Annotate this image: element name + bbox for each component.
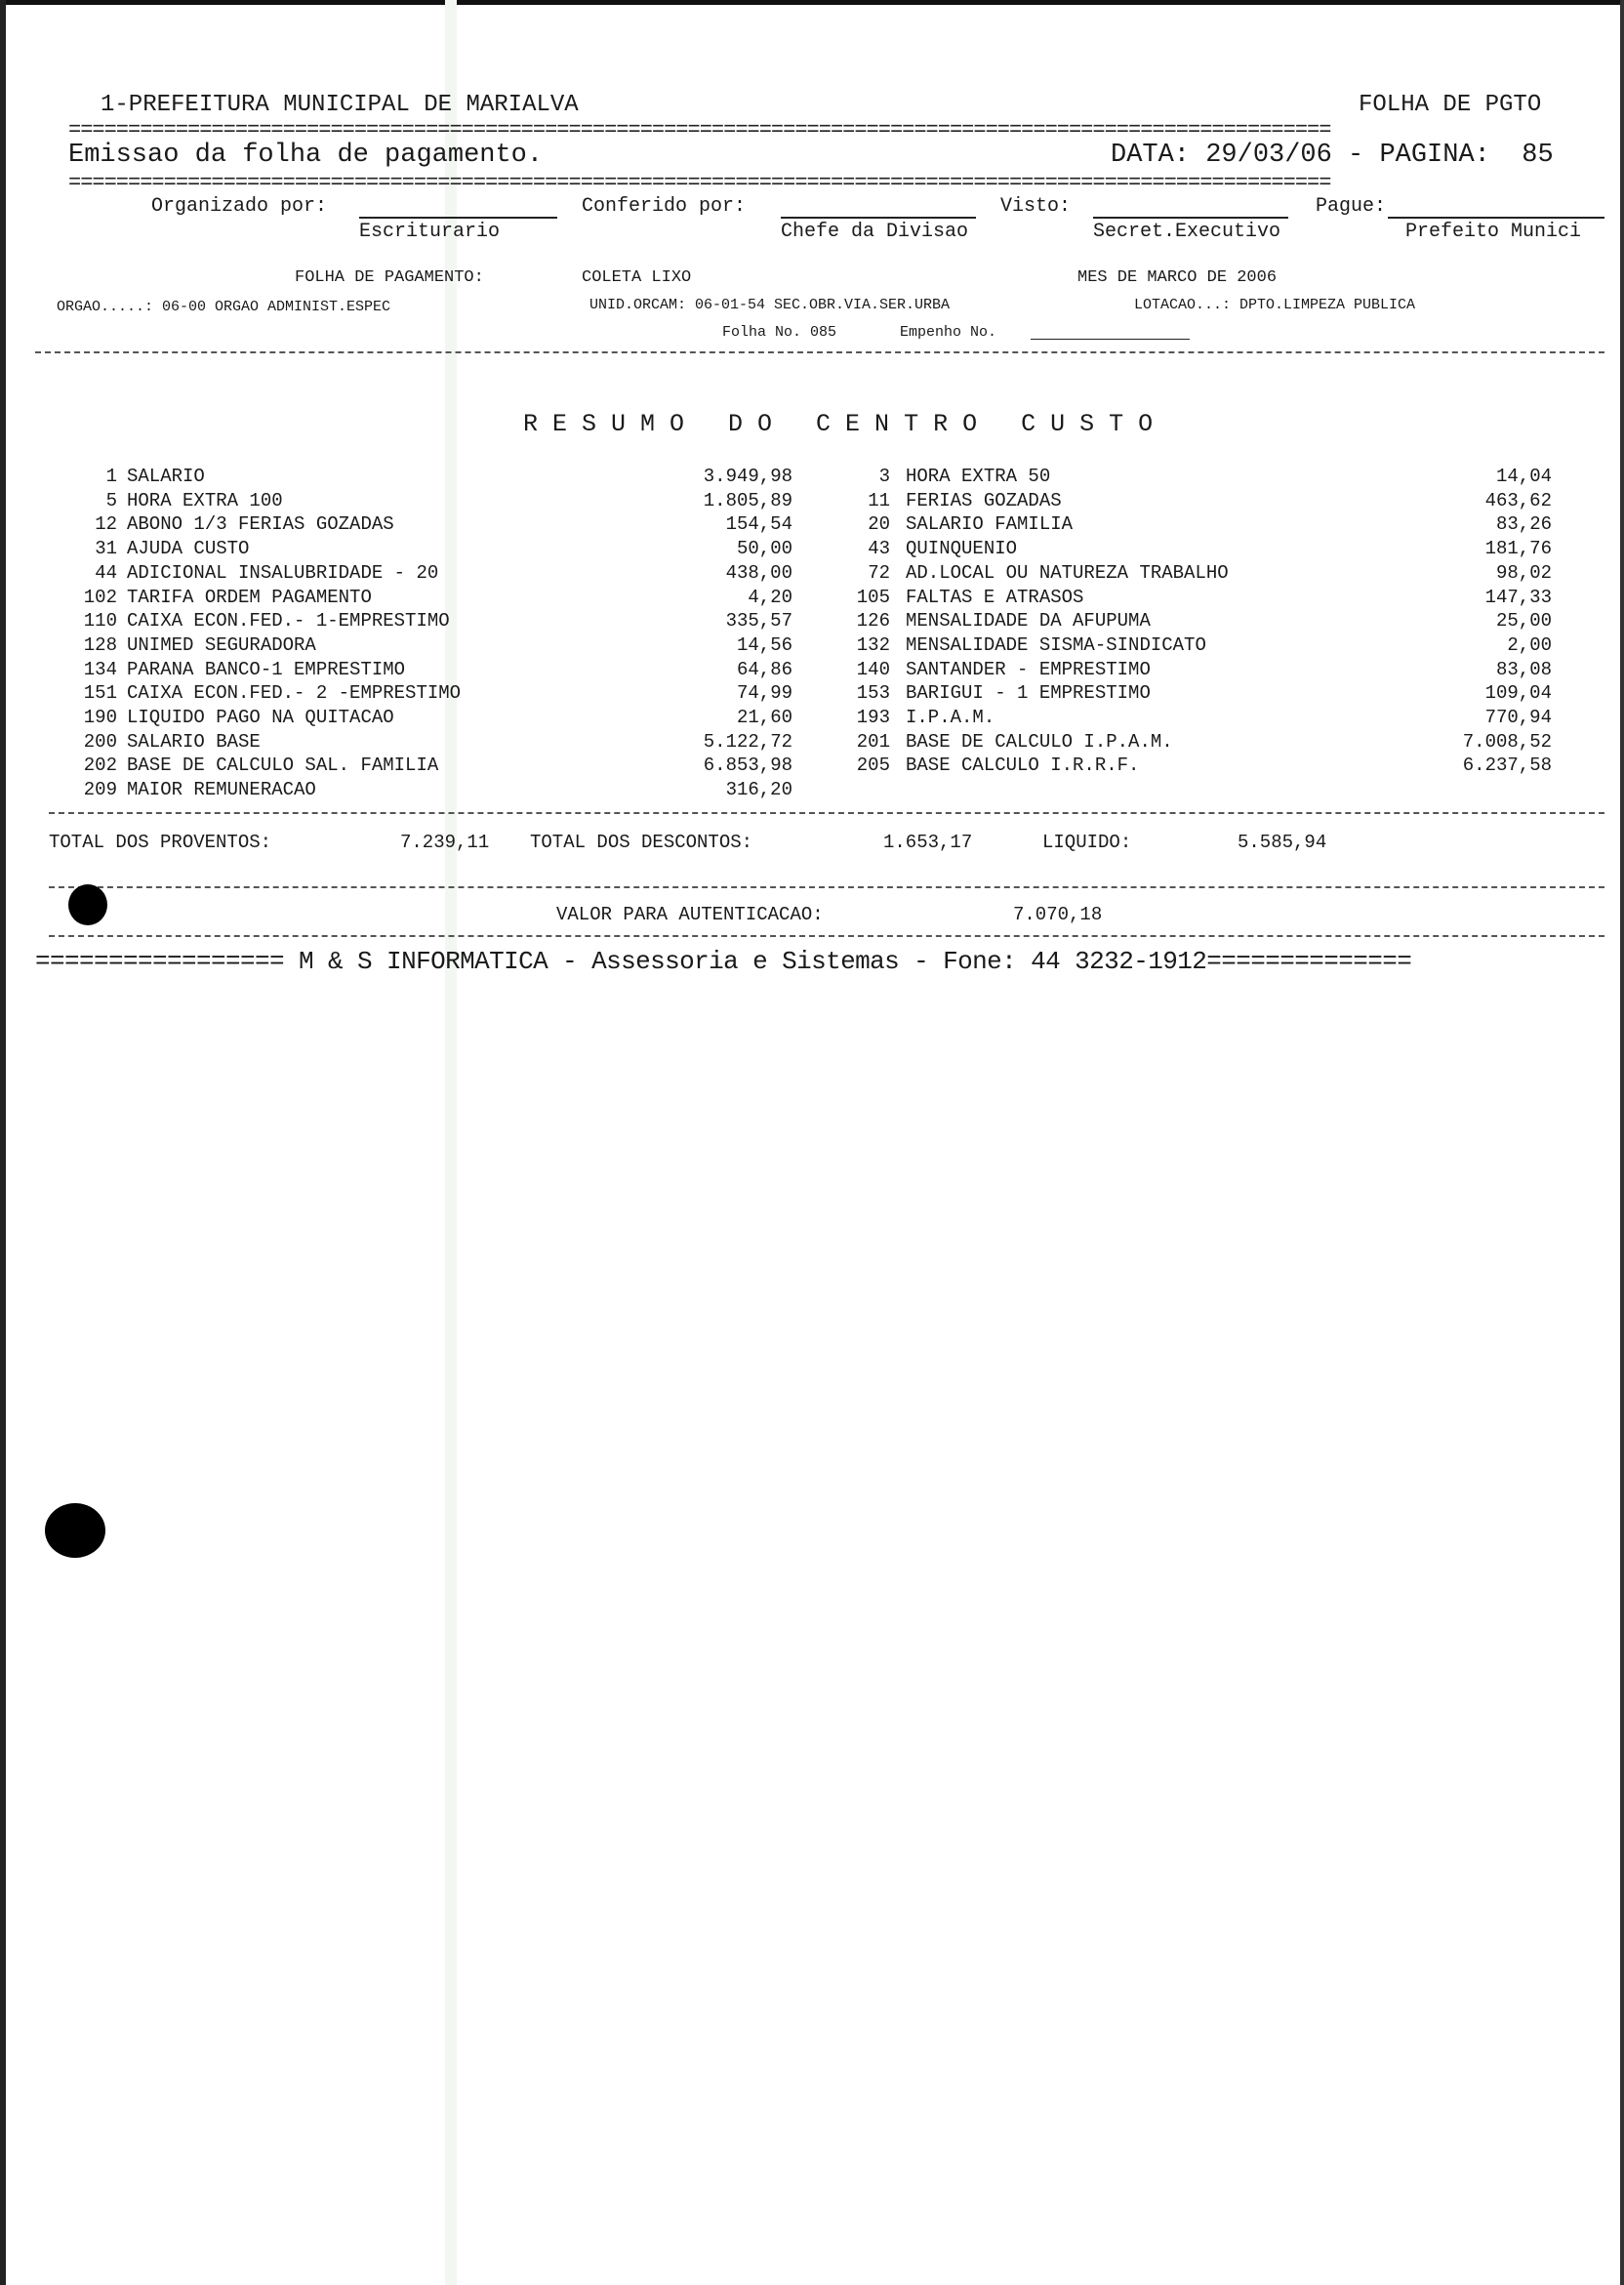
item-description: SALARIO BASE bbox=[127, 731, 261, 753]
chefe-label: Chefe da Divisao bbox=[781, 221, 969, 243]
item-description: BARIGUI - 1 EMPRESTIMO bbox=[906, 682, 1151, 704]
scan-edge-left bbox=[0, 0, 6, 2285]
organizado-label: Organizado por: bbox=[151, 195, 328, 218]
escriturario-label: Escriturario bbox=[359, 221, 501, 243]
signature-line bbox=[1093, 217, 1288, 219]
item-code: 44 bbox=[95, 562, 117, 584]
item-code: 205 bbox=[856, 755, 890, 776]
item-code: 151 bbox=[83, 682, 117, 704]
item-description: HORA EXTRA 50 bbox=[906, 466, 1051, 487]
conferido-label: Conferido por: bbox=[582, 195, 747, 218]
item-code: 31 bbox=[95, 538, 117, 559]
item-value: 316,20 bbox=[725, 779, 792, 800]
item-description: BASE DE CALCULO I.P.A.M. bbox=[906, 731, 1173, 753]
separator-line: ========================================================================================================== bbox=[68, 121, 1331, 141]
liquido-value: 5.585,94 bbox=[1238, 832, 1327, 853]
item-code: 132 bbox=[856, 634, 890, 656]
unid-orcam: UNID.ORCAM: 06-01-54 SEC.OBR.VIA.SER.URBA bbox=[589, 297, 951, 313]
item-value: 50,00 bbox=[736, 538, 792, 559]
signature-line bbox=[781, 217, 976, 219]
folha-pagamento-value: COLETA LIXO bbox=[582, 268, 692, 287]
item-code: 12 bbox=[95, 513, 117, 535]
item-code: 193 bbox=[856, 707, 890, 728]
empenho-line bbox=[1031, 339, 1190, 340]
item-code: 1 bbox=[105, 466, 117, 487]
item-value: 25,00 bbox=[1495, 610, 1552, 632]
item-description: FALTAS E ATRASOS bbox=[906, 587, 1084, 608]
item-description: ABONO 1/3 FERIAS GOZADAS bbox=[127, 513, 394, 535]
item-description: CAIXA ECON.FED.- 2 -EMPRESTIMO bbox=[127, 682, 462, 704]
empenho-label: Empenho No. bbox=[900, 324, 997, 341]
item-code: 3 bbox=[878, 466, 890, 487]
item-value: 147,33 bbox=[1484, 587, 1552, 608]
scan-edge-top bbox=[0, 0, 1624, 5]
item-value: 98,02 bbox=[1495, 562, 1552, 584]
item-code: 201 bbox=[856, 731, 890, 753]
item-description: HORA EXTRA 100 bbox=[127, 490, 283, 511]
summary-title: R E S U M O D O C E N T R O C U S T O bbox=[523, 410, 1154, 438]
org-title: 1-PREFEITURA MUNICIPAL DE MARIALVA bbox=[101, 92, 579, 118]
total-descontos-label: TOTAL DOS DESCONTOS: bbox=[530, 832, 753, 853]
item-value: 14,56 bbox=[736, 634, 792, 656]
punch-hole bbox=[45, 1503, 105, 1558]
item-code: 43 bbox=[868, 538, 890, 559]
item-code: 20 bbox=[868, 513, 890, 535]
separator-line: ========================================================================================================== bbox=[68, 174, 1331, 193]
item-description: MENSALIDADE SISMA-SINDICATO bbox=[906, 634, 1206, 656]
autenticacao-label: VALOR PARA AUTENTICACAO: bbox=[556, 904, 824, 925]
item-value: 6.237,58 bbox=[1462, 755, 1552, 776]
item-value: 770,94 bbox=[1484, 707, 1552, 728]
item-code: 153 bbox=[856, 682, 890, 704]
scan-edge-right bbox=[1620, 0, 1624, 2285]
item-description: AJUDA CUSTO bbox=[127, 538, 250, 559]
item-description: MAIOR REMUNERACAO bbox=[127, 779, 316, 800]
emission-title: Emissao da folha de pagamento. bbox=[68, 141, 544, 170]
footer-line: ================= M & S INFORMATICA - Assessoria e Sistemas - Fone: 44 3232-1912============== bbox=[35, 947, 1412, 976]
autenticacao-value: 7.070,18 bbox=[1013, 904, 1103, 925]
dashed-divider bbox=[49, 886, 1604, 888]
item-value: 21,60 bbox=[736, 707, 792, 728]
item-description: LIQUIDO PAGO NA QUITACAO bbox=[127, 707, 394, 728]
item-value: 438,00 bbox=[725, 562, 792, 584]
item-code: 72 bbox=[868, 562, 890, 584]
folha-no: Folha No. 085 bbox=[722, 324, 837, 341]
item-description: AD.LOCAL OU NATUREZA TRABALHO bbox=[906, 562, 1229, 584]
item-description: SANTANDER - EMPRESTIMO bbox=[906, 659, 1151, 680]
item-value: 1.805,89 bbox=[703, 490, 792, 511]
total-proventos-label: TOTAL DOS PROVENTOS: bbox=[49, 832, 272, 853]
item-description: ADICIONAL INSALUBRIDADE - 20 bbox=[127, 562, 439, 584]
item-code: 134 bbox=[83, 659, 117, 680]
item-description: PARANA BANCO-1 EMPRESTIMO bbox=[127, 659, 406, 680]
item-value: 5.122,72 bbox=[703, 731, 792, 753]
item-code: 126 bbox=[856, 610, 890, 632]
item-description: MENSALIDADE DA AFUPUMA bbox=[906, 610, 1151, 632]
item-code: 190 bbox=[83, 707, 117, 728]
item-code: 102 bbox=[83, 587, 117, 608]
item-value: 83,08 bbox=[1495, 659, 1552, 680]
item-value: 2,00 bbox=[1507, 634, 1552, 656]
secret-label: Secret.Executivo bbox=[1093, 221, 1281, 243]
item-value: 335,57 bbox=[725, 610, 792, 632]
item-value: 463,62 bbox=[1484, 490, 1552, 511]
total-proventos-value: 7.239,11 bbox=[400, 832, 490, 853]
item-value: 154,54 bbox=[725, 513, 792, 535]
item-description: I.P.A.M. bbox=[906, 707, 995, 728]
item-description: FERIAS GOZADAS bbox=[906, 490, 1062, 511]
signature-line bbox=[1388, 217, 1604, 219]
orgao: ORGAO.....: 06-00 ORGAO ADMINIST.ESPEC bbox=[57, 299, 391, 315]
item-value: 74,99 bbox=[736, 682, 792, 704]
item-value: 3.949,98 bbox=[703, 466, 792, 487]
item-code: 105 bbox=[856, 587, 890, 608]
item-value: 181,76 bbox=[1484, 538, 1552, 559]
pague-label: Pague: bbox=[1316, 195, 1387, 218]
item-description: TARIFA ORDEM PAGAMENTO bbox=[127, 587, 372, 608]
item-code: 209 bbox=[83, 779, 117, 800]
date-page: DATA: 29/03/06 - PAGINA: 85 bbox=[1111, 141, 1554, 170]
item-code: 5 bbox=[105, 490, 117, 511]
prefeito-label: Prefeito Munici bbox=[1405, 221, 1582, 243]
item-code: 202 bbox=[83, 755, 117, 776]
item-code: 128 bbox=[83, 634, 117, 656]
liquido-label: LIQUIDO: bbox=[1042, 832, 1132, 853]
paper-fold bbox=[445, 0, 457, 2285]
item-description: QUINQUENIO bbox=[906, 538, 1018, 559]
item-description: CAIXA ECON.FED.- 1-EMPRESTIMO bbox=[127, 610, 450, 632]
item-description: UNIMED SEGURADORA bbox=[127, 634, 316, 656]
item-value: 83,26 bbox=[1495, 513, 1552, 535]
punch-hole bbox=[68, 884, 107, 925]
item-description: SALARIO FAMILIA bbox=[906, 513, 1074, 535]
folha-pagamento-label: FOLHA DE PAGAMENTO: bbox=[295, 268, 484, 287]
item-value: 109,04 bbox=[1484, 682, 1552, 704]
visto-label: Visto: bbox=[1000, 195, 1072, 218]
item-code: 110 bbox=[83, 610, 117, 632]
item-description: BASE DE CALCULO SAL. FAMILIA bbox=[127, 755, 439, 776]
item-value: 6.853,98 bbox=[703, 755, 792, 776]
doc-type: FOLHA DE PGTO bbox=[1359, 92, 1542, 118]
mes-referencia: MES DE MARCO DE 2006 bbox=[1077, 268, 1278, 287]
dashed-divider bbox=[49, 812, 1604, 814]
dashed-divider bbox=[49, 935, 1604, 937]
item-description: SALARIO bbox=[127, 466, 205, 487]
item-code: 140 bbox=[856, 659, 890, 680]
item-code: 11 bbox=[868, 490, 890, 511]
lotacao: LOTACAO...: DPTO.LIMPEZA PUBLICA bbox=[1134, 297, 1416, 313]
signature-line bbox=[359, 217, 557, 219]
item-value: 64,86 bbox=[736, 659, 792, 680]
item-value: 4,20 bbox=[748, 587, 792, 608]
total-descontos-value: 1.653,17 bbox=[883, 832, 973, 853]
item-value: 14,04 bbox=[1495, 466, 1552, 487]
item-description: BASE CALCULO I.R.R.F. bbox=[906, 755, 1140, 776]
item-value: 7.008,52 bbox=[1462, 731, 1552, 753]
dashed-divider bbox=[35, 351, 1604, 353]
item-code: 200 bbox=[83, 731, 117, 753]
